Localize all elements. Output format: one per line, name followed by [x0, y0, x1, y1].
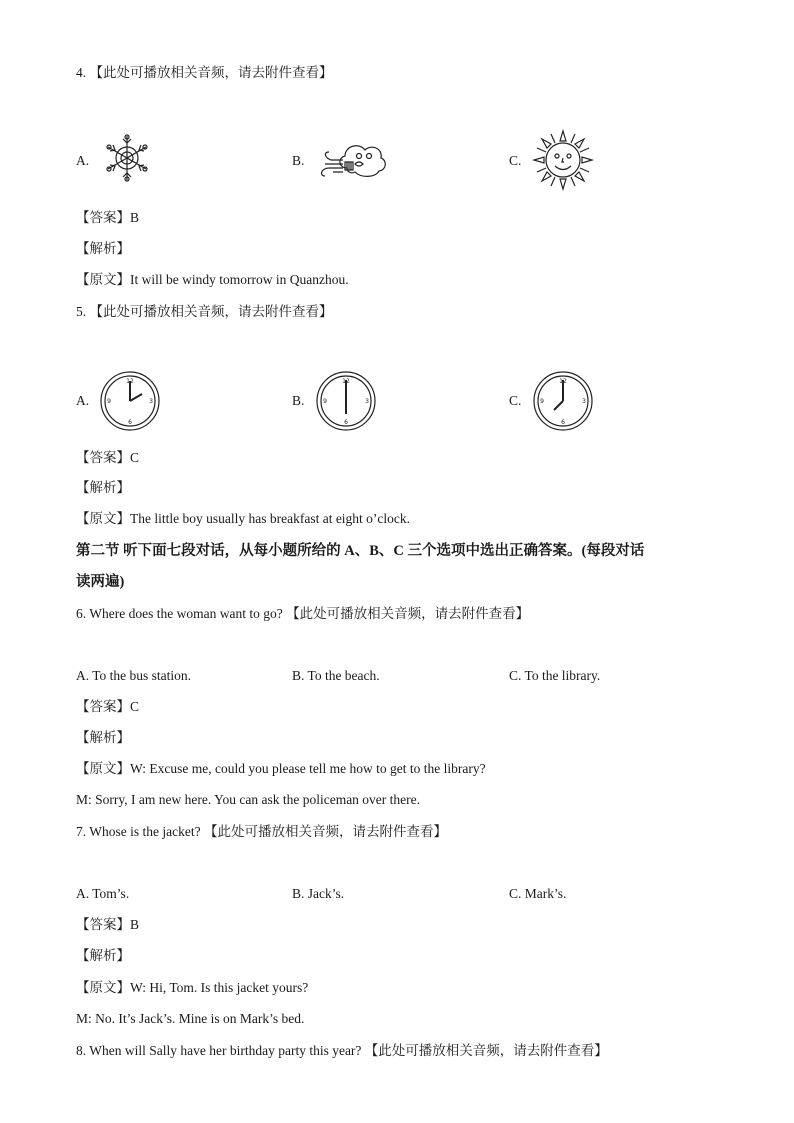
snowflake-icon — [104, 132, 150, 184]
q7-option-b: B. Jack’s. — [292, 886, 345, 901]
q4-option-b-label: B. — [292, 153, 305, 168]
q7-analysis: 【解析】 — [76, 948, 130, 963]
q6-option-c: C. To the library. — [509, 668, 601, 683]
q4-transcript: 【原文】It will be windy tomorrow in Quanzhou. — [76, 272, 349, 287]
q6-option-b: B. To the beach. — [292, 668, 380, 683]
svg-text:9: 9 — [323, 398, 327, 405]
svg-text:3: 3 — [365, 398, 369, 405]
q7-option-c: C. Mark’s. — [509, 886, 567, 901]
q7-answer: 【答案】B — [76, 917, 140, 932]
q5-option-c-label: C. — [509, 393, 522, 408]
q4-option-c-label: C. — [509, 153, 522, 168]
clock-icon — [532, 370, 594, 432]
svg-text:9: 9 — [540, 398, 544, 405]
q6-option-a: A. To the bus station. — [76, 668, 192, 683]
svg-text:6: 6 — [561, 419, 565, 426]
clock-icon — [99, 370, 161, 432]
q8-prompt: 8. When will Sally have her birthday party this year? 【此处可播放相关音频，请去附件查看】 — [76, 1043, 608, 1058]
q6-transcript-w: 【原文】W: Excuse me, could you please tell me how to get to the library? — [76, 761, 486, 776]
q7-option-a: A. Tom’s. — [76, 886, 130, 901]
q6-prompt: 6. Where does the woman want to go? 【此处可播放相关音频，请去附件查看】 — [76, 606, 530, 621]
wind-cloud-icon — [315, 138, 389, 184]
q4-analysis: 【解析】 — [76, 241, 130, 256]
svg-text:6: 6 — [344, 419, 348, 426]
q6-answer: 【答案】C — [76, 699, 140, 714]
q4-prompt: 4. 【此处可播放相关音频，请去附件查看】 — [76, 65, 333, 80]
q5-transcript: 【原文】The little boy usually has breakfast at eight o’clock. — [76, 511, 411, 526]
section-heading: 第二节 听下面七段对话，从每小题所给的 A、B、C 三个选项中选出正确答案。(每段对话 — [76, 543, 645, 559]
q5-option-b-label: B. — [292, 393, 305, 408]
q7-transcript-w: 【原文】W: Hi, Tom. Is this jacket yours? — [76, 980, 309, 995]
svg-text:3: 3 — [582, 398, 586, 405]
q6-analysis: 【解析】 — [76, 730, 130, 745]
section-heading-cont: 读两遍) — [76, 574, 125, 590]
svg-text:12: 12 — [342, 378, 350, 385]
q5-answer: 【答案】C — [76, 450, 140, 465]
q5-option-a-label: A. — [76, 393, 90, 408]
q7-transcript-m: M: No. It’s Jack’s. Mine is on Mark’s bed. — [76, 1011, 305, 1026]
q5-analysis: 【解析】 — [76, 480, 130, 495]
svg-text:6: 6 — [128, 419, 132, 426]
sun-icon — [531, 128, 595, 192]
svg-text:12: 12 — [126, 378, 134, 385]
q6-transcript-m: M: Sorry, I am new here. You can ask the policeman over there. — [76, 792, 421, 807]
q7-prompt: 7. Whose is the jacket? 【此处可播放相关音频，请去附件查看】 — [76, 824, 447, 839]
svg-text:3: 3 — [149, 398, 153, 405]
q4-option-a-label: A. — [76, 153, 90, 168]
q5-prompt: 5. 【此处可播放相关音频，请去附件查看】 — [76, 304, 333, 319]
svg-text:12: 12 — [559, 378, 567, 385]
q4-answer: 【答案】B — [76, 210, 140, 225]
svg-text:9: 9 — [107, 398, 111, 405]
clock-icon — [315, 370, 377, 432]
